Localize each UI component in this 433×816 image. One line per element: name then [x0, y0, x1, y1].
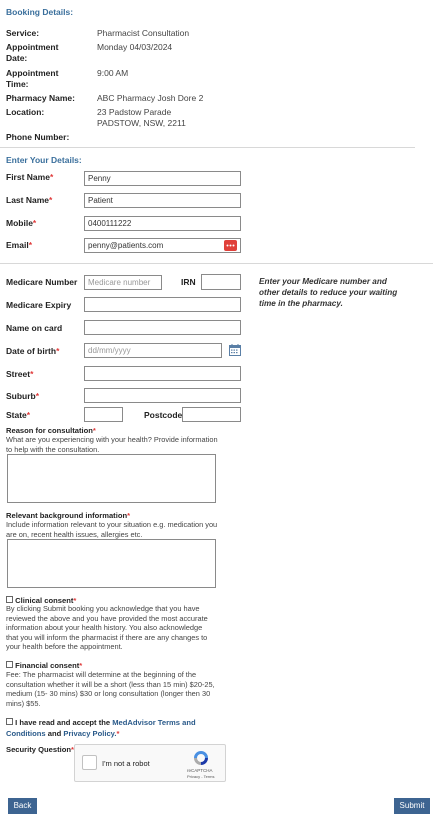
medicare-number-label: Medicare Number — [6, 277, 78, 287]
terms-checkbox[interactable] — [6, 718, 13, 725]
email-input[interactable]: penny@patients.com — [84, 238, 241, 253]
last-name-label: Last Name* — [6, 195, 53, 205]
appointment-date-label-2: Date: — [6, 53, 28, 63]
security-question-label: Security Question* — [6, 745, 74, 754]
back-button[interactable]: Back — [8, 798, 37, 814]
suburb-label: Suburb* — [6, 391, 40, 401]
appointment-time-value: 9:00 AM — [97, 68, 129, 78]
location-line2: PADSTOW, NSW, 2211 — [97, 118, 186, 128]
reason-textarea[interactable] — [7, 454, 216, 503]
pharmacy-name-value: ABC Pharmacy Josh Dore 2 — [97, 93, 204, 103]
name-on-card-input[interactable] — [84, 320, 241, 335]
medicare-expiry-input[interactable] — [84, 297, 241, 312]
irn-label: IRN — [181, 277, 196, 287]
recaptcha-label: I'm not a robot — [102, 759, 150, 768]
calendar-icon[interactable] — [229, 344, 241, 358]
financial-consent-text: Fee: The pharmacist will determine at the beginning of the consultation whether it will be a short (less than 15 min) $20-25, medium (15- 30 mins) $30 or long consultation (longer then 30 mins) $55. — [6, 670, 215, 708]
dob-label: Date of birth* — [6, 346, 60, 356]
divider — [0, 263, 433, 264]
password-manager-icon[interactable] — [224, 240, 237, 251]
dob-input[interactable]: dd/mm/yyyy — [84, 343, 222, 358]
location-label: Location: — [6, 107, 45, 117]
recaptcha-brand: reCAPTCHA — [187, 768, 213, 773]
terms-link[interactable]: MedAdvisor Terms and Conditions — [6, 718, 196, 738]
recaptcha-links[interactable]: Privacy - Terms — [187, 774, 215, 779]
phone-number-label: Phone Number: — [6, 132, 70, 142]
suburb-input[interactable] — [84, 388, 241, 403]
recaptcha-widget — [74, 744, 226, 782]
financial-consent-checkbox[interactable] — [6, 661, 13, 668]
recaptcha-logo-icon — [193, 750, 209, 768]
mobile-input[interactable]: 0400111222 — [84, 216, 241, 231]
clinical-consent-checkbox[interactable] — [6, 596, 13, 603]
appointment-time-label-2: Time: — [6, 79, 29, 89]
mobile-label: Mobile* — [6, 218, 37, 228]
clinical-consent-row: Clinical consent* — [6, 595, 76, 606]
financial-consent-row: Financial consent* — [6, 660, 82, 671]
last-name-input[interactable]: Patient — [84, 193, 241, 208]
appointment-date-value: Monday 04/03/2024 — [97, 42, 173, 52]
street-input[interactable] — [84, 366, 241, 381]
terms-row: I have read and accept the MedAdvisor Terms and Conditions and Privacy Policy.* — [6, 718, 196, 738]
first-name-input[interactable]: Penny — [84, 171, 241, 186]
divider — [0, 147, 415, 148]
booking-details-title: Booking Details: — [6, 7, 74, 17]
state-input[interactable] — [84, 407, 123, 422]
reason-help: What are you experiencing with your health? Provide information to help with the consultation. — [6, 435, 218, 454]
enter-details-title: Enter Your Details: — [6, 155, 82, 165]
medicare-note: Enter your Medicare number and other details to reduce your waiting time in the pharmacy. — [259, 277, 398, 308]
appointment-time-label-1: Appointment — [6, 68, 59, 78]
privacy-link[interactable]: Privacy Policy. — [63, 728, 117, 738]
first-name-label: First Name* — [6, 172, 54, 182]
background-label: Relevant background information* — [6, 511, 131, 520]
street-label: Street* — [6, 369, 34, 379]
medicare-expiry-label: Medicare Expiry — [6, 300, 72, 310]
postcode-label: Postcode — [144, 410, 183, 420]
state-label: State* — [6, 410, 31, 420]
submit-button[interactable]: Submit — [394, 798, 430, 814]
pharmacy-name-label: Pharmacy Name: — [6, 93, 75, 103]
reason-label: Reason for consultation* — [6, 426, 96, 435]
recaptcha-checkbox[interactable] — [82, 755, 97, 770]
irn-input[interactable] — [201, 274, 241, 290]
background-help: Include information relevant to your situation e.g. medication you are on, recent health issues, allergies etc. — [6, 520, 218, 539]
name-on-card-label: Name on card — [6, 323, 63, 333]
service-value: Pharmacist Consultation — [97, 28, 190, 38]
email-label: Email* — [6, 240, 32, 250]
location-line1: 23 Padstow Parade — [97, 107, 172, 117]
medicare-number-input[interactable]: Medicare number — [84, 275, 162, 290]
dots-icon — [224, 240, 237, 251]
clinical-consent-text: By clicking Submit booking you acknowledge that you have reviewed the above and you have provided the most accurate information about your health history. You also acknowledge that you will inform the pharmacist if there are any changes to your health before the appointment. — [6, 604, 208, 652]
postcode-input[interactable] — [182, 407, 241, 422]
service-label: Service: — [6, 28, 40, 38]
background-textarea[interactable] — [7, 539, 216, 588]
appointment-date-label-1: Appointment — [6, 42, 59, 52]
